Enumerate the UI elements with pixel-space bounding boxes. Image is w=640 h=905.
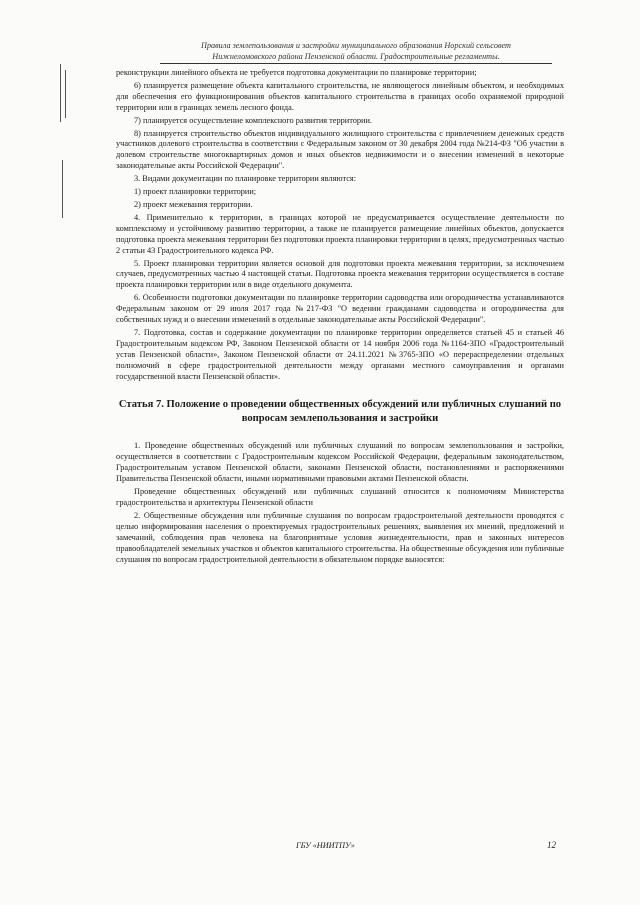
paragraph: 2. Общественные обсуждения или публичные слушания по вопросам градостроительной деятельности проводятся с целью информирования населения о проектируемых градостроительных решениях, выявления их мнений, предложений и замечаний, соблюдения прав человека на благоприятные условия жизнедеятельности, прав и законных интересов правообладателей земельных участков и объектов капитального строительства. На общественные обсуждения или публичные слушания по вопросам градостроительной деятельности в обязательном порядке выносятся: <box>116 510 564 564</box>
paragraph: 2) проект межевания территории. <box>134 199 253 209</box>
paragraph: Проведение общественных обсуждений или публичных слушаний относится к полномочиям Министерства градостроительства и архитектуры Пензенской области <box>116 487 564 507</box>
paragraph: 7) планируется осуществление комплексного развития территории. <box>134 115 372 125</box>
margin-marks <box>60 64 70 224</box>
page-number: 12 <box>547 840 556 850</box>
paragraph: 3. Видами документации по планировке территории являются: <box>134 174 357 184</box>
paragraph: 1. Проведение общественных обсуждений или публичных слушаний по вопросам землепользования и застройки, осуществляется в соответствии с Градостроительным кодексом Российской Федерации, федеральным законодательством, Градостроительным уставом Пензенской области, законами Пензенской области, постановлениями и распоряжениями Правительства Пензенской области, иными нормативными правовыми актами Пензенской области. <box>116 441 564 484</box>
running-header <box>160 40 552 64</box>
margin-mark <box>60 64 61 122</box>
paragraph: 6) планируется размещение объекта капитального строительства, не являющегося линейным объектом, и необходимых для обеспечения его функционирования объектов капитального строительства в границах особо охраняемой природной территории или в границах земель лесного фонда. <box>116 80 564 112</box>
paragraph: 1) проект планировки территории; <box>134 187 257 197</box>
article-heading: Статья 7. Положение о проведении общественных обсуждений или публичных слушаний по вопросам землепользования и застройки <box>118 399 562 424</box>
header-line-1: Правила землепользования и застройки муниципального образования Норский сельсовет <box>201 41 511 50</box>
paragraph: 6. Особенности подготовки документации по планировке территории садоводства или огородничества устанавливаются Федеральным законом от 29 июля 2017 года №217-ФЗ "О ведении гражданами садоводства и огородничества для собственных нужд и о внесении изменений в отдельные законодательные акты Российской Федерации". <box>116 293 564 325</box>
paragraph: 7. Подготовка, состав и содержание документации по планировке территории определяется статьей 45 и статьей 46 Градостроительным кодексом РФ, Законом Пензенской области от 14 ноября 2006 года №1164-ЗПО «Градостроительный устав Пензенской области», Законом Пензенской области от 24.11.2021 №3765-ЗПО «О перераспределении отдельных полномочий в сфере градостроительной деятельности между органами местного самоуправления и органами государственной власти Пензенской области». <box>116 327 564 381</box>
paragraph: 4. Применительно к территории, в границах которой не предусматривается осуществление деятельности по комплексному и устойчивому развитию территории, а также не планируется размещение линейных объектов, допускается подготовка проекта межевания территории без подготовки проекта планировки территории в целях, предусмотренных частью 2 статьи 43 Градостроительного кодекса РФ. <box>116 212 564 255</box>
header-line-2: Нижнеломовского района Пензенской области. Градостроительные регламенты. <box>160 51 552 64</box>
footer-organization: ГБУ «НИИТПУ» <box>296 841 355 850</box>
paragraph: 5. Проект планировки территории является основой для подготовки проекта межевания территории, за исключением случаев, предусмотренных частью 4 настоящей статьи. Подготовка проекта межевания территории осуществляется в составе проекта планировки территории или в виде отдельного документа. <box>116 258 564 290</box>
margin-mark <box>65 70 66 118</box>
margin-mark <box>62 160 63 218</box>
paragraph: реконструкции линейного объекта не требуется подготовка документации по планировке территории; <box>116 68 477 77</box>
document-body <box>116 68 564 567</box>
paragraph: 8) планируется строительство объектов индивидуального жилищного строительства с привлечением денежных средств участников долевого строительства в соответствии с Федеральным законом от 30 декабря 2004 года №214-ФЗ "Об участии в долевом строительстве многоквартирных домов и иных объектов недвижимости и о внесении изменений в некоторые законодательные акты Российской Федерации". <box>116 128 564 171</box>
